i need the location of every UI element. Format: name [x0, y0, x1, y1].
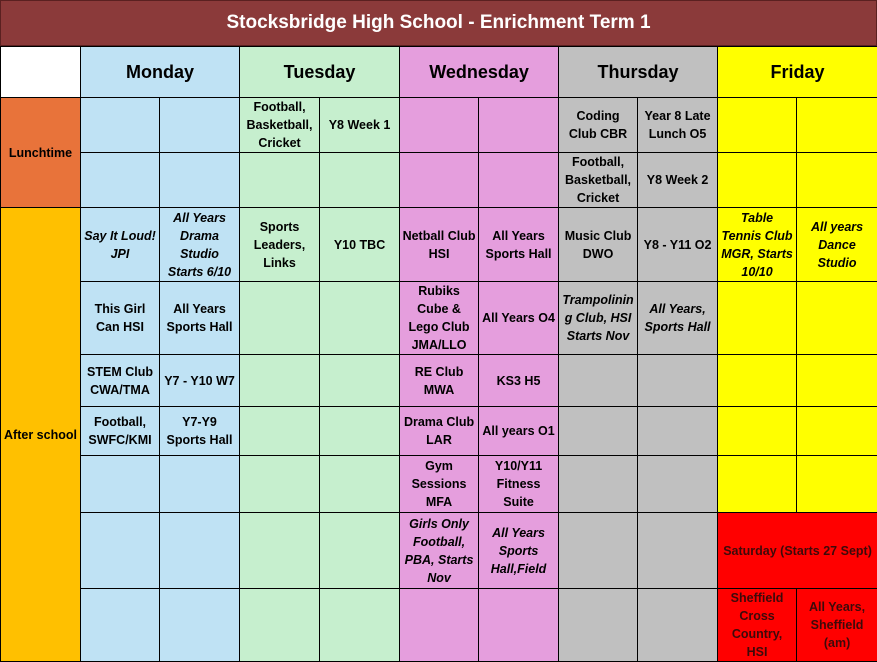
- cell: [400, 589, 479, 662]
- cell: [638, 355, 718, 407]
- cell: [559, 589, 638, 662]
- cell: [320, 153, 400, 208]
- activity-cell: Football, SWFC/KMI: [81, 407, 160, 456]
- cell: [320, 589, 400, 662]
- activity-cell: Football, Basketball, Cricket: [240, 98, 320, 153]
- activity-cell: All Years O4: [479, 282, 559, 355]
- activity-cell: Gym Sessions MFA: [400, 456, 479, 513]
- after-row-3: [1, 355, 877, 407]
- cell: [160, 153, 240, 208]
- activity-cell: All Years Sports Hall: [479, 208, 559, 282]
- cell: [479, 153, 559, 208]
- cell: [400, 98, 479, 153]
- day-header-monday: Monday: [81, 47, 240, 98]
- activity-cell: Y8 Week 2: [638, 153, 718, 208]
- cell: [797, 407, 877, 456]
- activity-cell: Y10 TBC: [320, 208, 400, 282]
- cell: [320, 355, 400, 407]
- cell: [718, 355, 797, 407]
- cell: [400, 153, 479, 208]
- page-title: Stocksbridge High School - Enrichment Term 1: [0, 0, 877, 46]
- cell: [240, 407, 320, 456]
- activity-cell: Sheffield Cross Country, HSI: [718, 589, 797, 662]
- activity-cell: All Years Sports Hall,Field: [479, 513, 559, 589]
- cell: [638, 513, 718, 589]
- cell: [718, 282, 797, 355]
- activity-cell: Music Club DWO: [559, 208, 638, 282]
- activity-cell: RE Club MWA: [400, 355, 479, 407]
- cell: [559, 407, 638, 456]
- cell: [81, 589, 160, 662]
- cell: [559, 355, 638, 407]
- lunch-row-1: [1, 98, 877, 153]
- activity-cell: STEM Club CWA/TMA: [81, 355, 160, 407]
- cell: [320, 282, 400, 355]
- cell: [797, 153, 877, 208]
- cell: [81, 513, 160, 589]
- after-row-2: [1, 282, 877, 355]
- cell: [559, 513, 638, 589]
- cell: [160, 513, 240, 589]
- cell: [797, 456, 877, 513]
- corner-cell: [1, 47, 81, 98]
- cell: [718, 98, 797, 153]
- cell: [718, 153, 797, 208]
- cell: [559, 456, 638, 513]
- cell: [638, 407, 718, 456]
- after-row-6: [1, 513, 877, 589]
- cell: [240, 282, 320, 355]
- activity-cell: All years O1: [479, 407, 559, 456]
- cell: [797, 355, 877, 407]
- cell: [797, 98, 877, 153]
- day-header-tuesday: Tuesday: [240, 47, 400, 98]
- activity-cell: Y7-Y9 Sports Hall: [160, 407, 240, 456]
- activity-cell: Girls Only Football, PBA, Starts Nov: [400, 513, 479, 589]
- activity-cell: Say It Loud! JPI: [81, 208, 160, 282]
- timetable: [0, 46, 877, 662]
- activity-cell: Football, Basketball, Cricket: [559, 153, 638, 208]
- cell: [320, 513, 400, 589]
- activity-cell: Y8 Week 1: [320, 98, 400, 153]
- after-row-4: [1, 407, 877, 456]
- cell: [81, 153, 160, 208]
- cell: [718, 407, 797, 456]
- activity-cell: Table Tennis Club MGR, Starts 10/10: [718, 208, 797, 282]
- day-header-thursday: Thursday: [559, 47, 718, 98]
- activity-cell: Y8 - Y11 O2: [638, 208, 718, 282]
- activity-cell: All Years, Sheffield (am): [797, 589, 877, 662]
- lunch-row-2: [1, 153, 877, 208]
- activity-cell: Y10/Y11 Fitness Suite: [479, 456, 559, 513]
- activity-cell: All Years, Sports Hall: [638, 282, 718, 355]
- cell: [240, 456, 320, 513]
- cell: [797, 282, 877, 355]
- cell: [479, 98, 559, 153]
- cell: [240, 589, 320, 662]
- activity-cell: All Years Drama Studio Starts 6/10: [160, 208, 240, 282]
- cell: [81, 456, 160, 513]
- cell: [718, 456, 797, 513]
- after-row-7: [1, 589, 877, 662]
- cell: [81, 98, 160, 153]
- cell: [479, 589, 559, 662]
- period-label-after-school: After school: [1, 208, 81, 662]
- cell: [320, 456, 400, 513]
- header-row: [1, 47, 877, 98]
- after-row-5: [1, 456, 877, 513]
- cell: [160, 98, 240, 153]
- activity-cell: All years Dance Studio: [797, 208, 877, 282]
- day-header-friday: Friday: [718, 47, 877, 98]
- cell: [240, 153, 320, 208]
- activity-cell: Year 8 Late Lunch O5: [638, 98, 718, 153]
- activity-cell: All Years Sports Hall: [160, 282, 240, 355]
- activity-cell: Trampolining Club, HSI Starts Nov: [559, 282, 638, 355]
- activity-cell: KS3 H5: [479, 355, 559, 407]
- cell: [320, 407, 400, 456]
- activity-cell: Rubiks Cube & Lego Club JMA/LLO: [400, 282, 479, 355]
- cell: [160, 589, 240, 662]
- activity-cell: This Girl Can HSI: [81, 282, 160, 355]
- activity-cell: Coding Club CBR: [559, 98, 638, 153]
- activity-cell: Y7 - Y10 W7: [160, 355, 240, 407]
- activity-cell: Drama Club LAR: [400, 407, 479, 456]
- cell: [240, 513, 320, 589]
- after-row-1: [1, 208, 877, 282]
- cell: [638, 589, 718, 662]
- saturday-header: Saturday (Starts 27 Sept): [718, 513, 877, 589]
- cell: [160, 456, 240, 513]
- activity-cell: Netball Club HSI: [400, 208, 479, 282]
- day-header-wednesday: Wednesday: [400, 47, 559, 98]
- cell: [240, 355, 320, 407]
- period-label-lunchtime: Lunchtime: [1, 98, 81, 208]
- activity-cell: Sports Leaders, Links: [240, 208, 320, 282]
- cell: [638, 456, 718, 513]
